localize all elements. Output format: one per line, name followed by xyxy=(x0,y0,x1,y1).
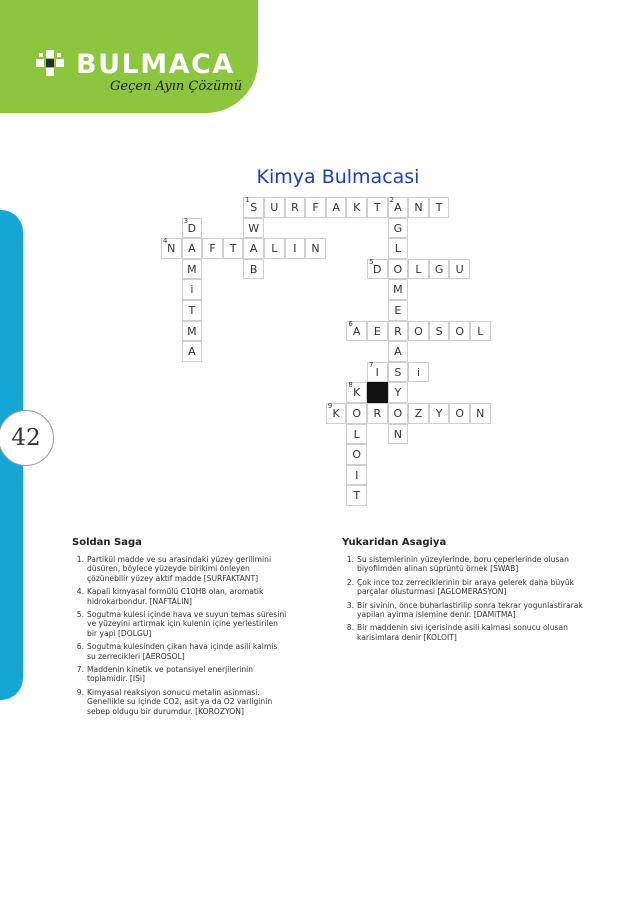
grid-cell xyxy=(408,321,429,342)
cell-letter: O xyxy=(352,448,362,462)
cell-letter: S xyxy=(250,201,258,214)
cell-letter: N xyxy=(311,242,320,256)
grid-cell xyxy=(388,279,409,300)
cell-letter: L xyxy=(353,427,360,441)
cell-letter: B xyxy=(249,262,258,276)
clue-item-number: 4. xyxy=(76,587,84,597)
cell-letter: E xyxy=(394,304,402,317)
down-clue-list xyxy=(342,555,590,642)
cell-letter: M xyxy=(393,283,403,297)
grid-cell xyxy=(346,444,367,465)
grid-cell xyxy=(182,238,203,259)
grid-cell xyxy=(326,403,347,424)
cell-letter: S xyxy=(435,324,443,338)
grid-cell xyxy=(161,238,182,259)
clue-item xyxy=(72,688,287,716)
cell-letter: G xyxy=(434,262,444,276)
cell-letter: O xyxy=(455,324,465,338)
grid-cell xyxy=(346,197,367,218)
cell-letter: E xyxy=(373,324,381,338)
grid-cell xyxy=(243,197,264,218)
cell-letter: T xyxy=(435,201,443,214)
clue-item-number: 5. xyxy=(76,610,84,620)
grid-cell xyxy=(182,321,203,342)
grid-cell xyxy=(388,238,409,259)
cell-letter: G xyxy=(393,221,403,235)
cell-letter: R xyxy=(373,407,382,420)
grid-cell xyxy=(243,218,264,239)
cell-letter: A xyxy=(394,201,402,214)
grid-cell xyxy=(285,197,306,218)
cell-letter: T xyxy=(373,201,381,214)
grid-cell xyxy=(346,465,367,486)
grid-cell xyxy=(346,403,367,424)
cell-letter: A xyxy=(188,242,196,256)
grid-cell xyxy=(326,197,347,218)
cell-letter: A xyxy=(332,201,340,214)
grid-cell xyxy=(388,424,409,445)
grid-cell xyxy=(346,424,367,445)
clue-number: 4 xyxy=(163,237,168,246)
cell-letter: N xyxy=(393,427,402,441)
grid-cell xyxy=(388,382,409,403)
clue-item-text: Sogutma kulesinden çikan hava içinde asili kalmis su zerrecikleri [AEROSOL] xyxy=(87,642,278,661)
clue-number: 8 xyxy=(348,381,353,390)
cell-letter: I xyxy=(375,365,379,379)
grid-cell xyxy=(429,197,450,218)
cell-letter: T xyxy=(188,304,196,317)
clue-number: 9 xyxy=(327,402,333,410)
grid-cell xyxy=(346,382,367,403)
grid-cell xyxy=(264,197,285,218)
cell-letter: M xyxy=(187,324,197,338)
grid-cell xyxy=(408,403,429,424)
cell-letter: L xyxy=(394,242,401,256)
down-clues xyxy=(342,537,590,646)
cell-letter: L xyxy=(477,324,484,338)
clue-item-text: Çok ince toz zerreciklerinin bir araya gelerek daha büyük parçalar olusturmasi [AGLOMERASYON] xyxy=(357,577,574,597)
clue-item-number: 9. xyxy=(76,687,84,697)
grid-cell xyxy=(264,238,285,259)
grid-cell xyxy=(223,238,244,259)
grid-cell xyxy=(408,259,429,280)
cell-letter: K xyxy=(353,386,361,400)
cell-letter: I xyxy=(355,468,359,482)
clue-number: 7 xyxy=(369,360,374,369)
cell-letter: A xyxy=(352,324,361,338)
grid-cell-black xyxy=(367,382,388,403)
brand-title: BULMACA xyxy=(76,49,235,80)
clue-item-number: 1. xyxy=(346,555,354,564)
cell-letter: Z xyxy=(414,407,423,420)
clue-item-number: 7. xyxy=(76,665,84,675)
grid-cell xyxy=(408,197,429,218)
cell-letter: R xyxy=(291,201,299,214)
cell-letter: T xyxy=(229,242,237,256)
cell-letter: F xyxy=(209,242,216,256)
grid-cell xyxy=(470,321,491,342)
clue-item-text: Sogutma kulesi içinde hava ve suyun temas süresini ve yüzeyini artirmak için kulenin içine yerlestirilen bir yapi [DOLGU] xyxy=(87,610,287,638)
grid-cell xyxy=(470,403,491,424)
grid-cell xyxy=(243,259,264,280)
across-clue-list xyxy=(72,555,287,716)
clue-item-text: Kapali kimyasal formülü C10H8 olan, aromatik hidrokarbondur. [NAFTALIN] xyxy=(87,587,264,606)
clue-item xyxy=(72,665,287,684)
across-clues xyxy=(72,537,287,720)
cell-letter: i xyxy=(416,365,421,379)
cell-letter: O xyxy=(455,407,465,420)
cell-letter: W xyxy=(248,221,260,235)
grid-cell xyxy=(388,321,409,342)
cell-letter: L xyxy=(271,242,278,256)
grid-cell xyxy=(449,321,470,342)
cell-letter: N xyxy=(476,407,485,420)
grid-cell xyxy=(449,259,470,280)
cell-letter: Y xyxy=(394,386,402,400)
cell-letter: O xyxy=(393,407,403,420)
cell-letter: K xyxy=(332,407,340,420)
grid-cell xyxy=(367,403,388,424)
brand-subtitle: Geçen Ayın Çözümü xyxy=(110,79,243,94)
cell-letter: N xyxy=(414,201,423,214)
cell-letter: R xyxy=(394,324,402,338)
page-number: 42 xyxy=(0,410,54,466)
cell-letter: K xyxy=(353,201,361,214)
grid-cell xyxy=(388,197,409,218)
clue-item-text: Kimyasal reaksiyon sonucu metalin asinmasi. Genellikle su içinde CO2, asit ya da O2 varliginin sebep oldugu bir durumdur. [KOROZYON] xyxy=(87,687,273,716)
puzzle-title: Kimya Bulmacasi xyxy=(256,166,420,188)
grid-cell xyxy=(388,218,409,239)
cell-letter: M xyxy=(187,262,197,276)
cell-letter: Y xyxy=(435,407,443,420)
grid-cell xyxy=(367,362,388,383)
cell-letter: F xyxy=(312,201,319,214)
grid-cell xyxy=(367,259,388,280)
clue-number: 5 xyxy=(369,257,374,266)
across-heading: Soldan Saga xyxy=(72,537,142,548)
cell-letter: S xyxy=(394,365,402,379)
clue-item xyxy=(72,610,287,638)
grid-cell xyxy=(367,321,388,342)
grid-cell xyxy=(182,300,203,321)
grid-cell xyxy=(305,238,326,259)
grid-cell xyxy=(388,403,409,424)
cell-letter: N xyxy=(167,242,176,256)
cell-letter: O xyxy=(352,407,362,420)
clue-item-text: Maddenin kinetik ve potansiyel enerjilerinin toplamidir. [ISi] xyxy=(87,665,254,684)
cell-letter: T xyxy=(353,489,361,503)
clue-item xyxy=(342,623,590,642)
cell-letter: O xyxy=(393,262,403,276)
clue-item xyxy=(72,587,287,606)
down-heading: Yukaridan Asagiya xyxy=(342,537,447,548)
cell-letter: A xyxy=(394,345,402,359)
clue-number: 6 xyxy=(348,319,353,328)
grid-cell xyxy=(388,300,409,321)
grid-cell xyxy=(202,238,223,259)
grid-cell xyxy=(429,403,450,424)
grid-cell xyxy=(388,341,409,362)
cell-letter: I xyxy=(293,242,297,256)
clue-item-text: Bir maddenin sivi içerisinde asili kalmasi sonucu olusan karisimlara denir [KOLOIT] xyxy=(357,623,568,642)
grid-cell xyxy=(449,403,470,424)
grid-cell xyxy=(182,259,203,280)
grid-cell xyxy=(408,362,429,383)
clue-item-number: 3. xyxy=(346,600,354,610)
cell-letter: i xyxy=(190,283,194,297)
cell-letter: U xyxy=(455,262,464,276)
clue-item-text: Su sistemlerinin yüzeylerinde, boru çeperlerinde olusan biyofilmden alinan süprüntü örnek [SWAB] xyxy=(357,555,569,574)
cell-letter: D xyxy=(373,262,382,276)
clue-item-text: Bir sivinin, önce buharlastirilip sonra tekrar yogunlastirarak yapilan ayirma islemine denir. [DAMiTMA] xyxy=(357,600,583,620)
grid-cell xyxy=(182,341,203,362)
grid-cell xyxy=(367,197,388,218)
grid-cell xyxy=(182,218,203,239)
clue-item-text: Partikül madde ve su arasindaki yüzey gerilimini düsüren, böylece yüzeyde birikimi önleyen çözünebilir yüzey aktif madde [SURFAKTANT] xyxy=(87,555,272,583)
grid-cell xyxy=(346,321,367,342)
cell-letter: O xyxy=(414,324,423,338)
grid-cell xyxy=(429,321,450,342)
clue-number: 3 xyxy=(183,216,189,225)
cell-letter: A xyxy=(188,345,196,359)
grid-cell xyxy=(429,259,450,280)
grid-cell xyxy=(388,362,409,383)
grid-cell xyxy=(346,485,367,506)
cell-letter: U xyxy=(270,201,279,214)
clue-item xyxy=(72,642,287,661)
clue-item xyxy=(342,555,590,574)
clue-item-number: 2. xyxy=(346,577,354,587)
grid-cell xyxy=(388,259,409,280)
grid-cell xyxy=(243,238,264,259)
grid-cell xyxy=(285,238,306,259)
grid-cell xyxy=(305,197,326,218)
clue-item xyxy=(342,578,590,597)
grid-cell xyxy=(182,279,203,300)
cell-letter: A xyxy=(249,242,258,256)
clue-item xyxy=(72,555,287,583)
cell-letter: L xyxy=(415,262,422,276)
clue-item-number: 8. xyxy=(346,623,354,633)
clue-item-number: 6. xyxy=(76,642,84,652)
clue-number: 2 xyxy=(389,196,395,204)
clue-number: 1 xyxy=(245,196,250,204)
cell-letter: D xyxy=(187,221,197,235)
clue-item xyxy=(342,601,590,620)
clue-item-number: 1. xyxy=(76,555,84,564)
